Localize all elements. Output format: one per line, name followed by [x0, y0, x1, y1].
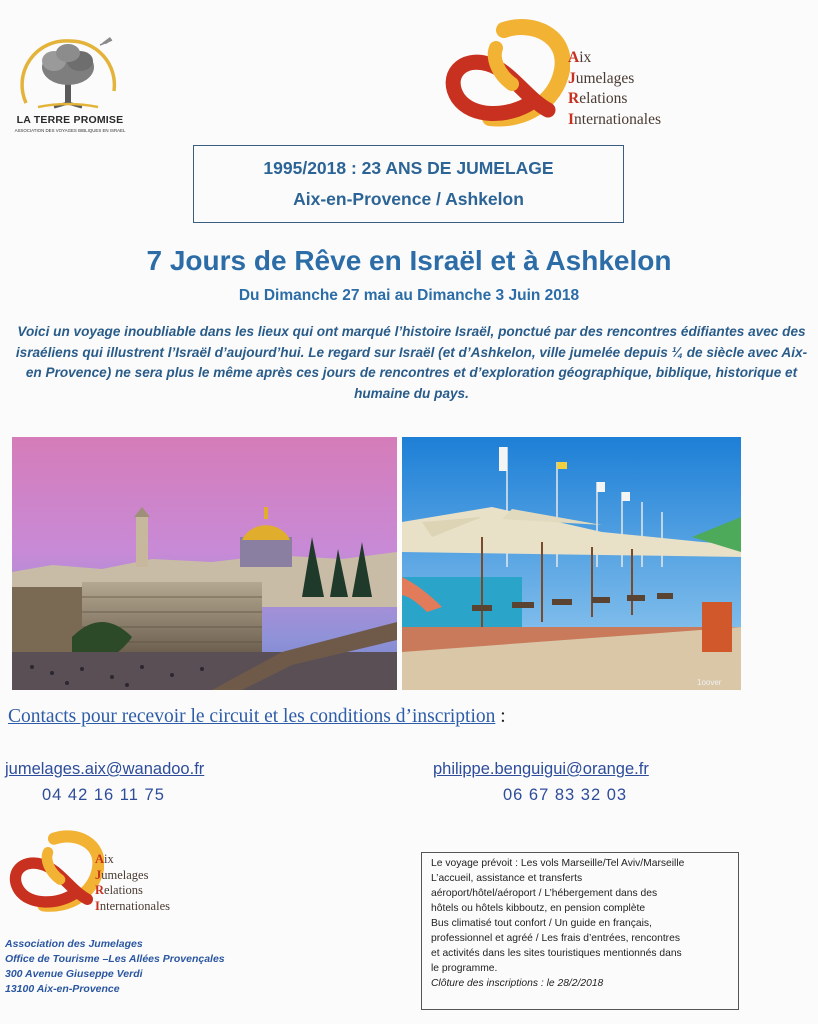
address-line: 13100 Aix-en-Provence — [5, 983, 120, 995]
address-line: 300 Avenue Giuseppe Verdi — [5, 968, 143, 980]
aix-logo-line: Aix — [568, 49, 592, 66]
aix-logo-line: Internationales — [568, 110, 661, 128]
contacts-heading-colon: : — [495, 706, 506, 727]
includes-line: hôtels ou hôtels kibboutz, en pension complète — [431, 903, 646, 914]
aix-jumelages-logo — [438, 18, 708, 138]
photo-watermark: 1oover — [697, 678, 722, 687]
aix-logo-line: Jumelages — [95, 867, 149, 882]
aix-logo-text — [568, 48, 661, 130]
anniversary-title: 1995/2018 : 23 ANS DE JUMELAGE — [263, 158, 554, 178]
phone-jumelages: 04 42 16 11 75 — [42, 786, 165, 804]
terre-promise-name: LA TERRE PROMISE — [16, 114, 124, 126]
includes-line: aéroport/hôtel/aéroport / L’hébergement dans des — [431, 888, 658, 899]
aix-logo-line: Relations — [95, 883, 143, 897]
email-link-benguigui[interactable]: philippe.benguigui@orange.fr — [433, 760, 649, 778]
aix-jumelages-logo-bottom — [4, 824, 204, 920]
registration-deadline: Clôture des inscriptions : le 28/2/2018 — [431, 978, 604, 989]
phone-benguigui: 06 67 83 32 03 — [503, 786, 628, 804]
aix-logo-line: Aix — [95, 852, 114, 866]
trip-dates: Du Dimanche 27 mai au Dimanche 3 Juin 2018 — [238, 287, 580, 304]
contacts-heading-text: Contacts pour recevoir le circuit et les conditions d’inscription — [8, 706, 496, 727]
intro-paragraph: Voici un voyage inoubliable dans les lieux qui ont marqué l’histoire Israël, ponctué par des rencontres édifiantes avec des israéliens qui illustrent l’Israël d’aujourd’hui. Le regard sur Israël (et d’Ashkelon, ville jumelée depuis ¼ de siècle avec Aix-en Provence) ne sera plus le même après ces jours de rencontres et d’exploration géographique, biblique, historique et humaine du pays. — [15, 324, 808, 401]
association-address — [5, 937, 225, 997]
contacts-heading — [8, 706, 506, 728]
address-line: Office de Tourisme –Les Allées Provençales — [5, 953, 225, 965]
page-title: 7 Jours de Rêve en Israël et à Ashkelon — [146, 245, 672, 276]
aix-infinity-icon — [438, 18, 570, 130]
address-line: Association des Jumelages — [5, 938, 143, 950]
aix-logo-text — [95, 852, 170, 914]
aix-logo-line: Relations — [568, 90, 628, 107]
email-link-jumelages[interactable]: jumelages.aix@wanadoo.fr — [5, 760, 205, 778]
aix-logo-line: Jumelages — [568, 69, 635, 87]
trip-includes-box — [421, 852, 739, 1010]
la-terre-promise-logo — [6, 33, 131, 133]
anniversary-headline-box — [193, 145, 624, 223]
ashkelon-marina-photo — [402, 437, 741, 690]
includes-line: Le voyage prévoit : Les vols Marseille/Tel Aviv/Marseille — [431, 858, 685, 869]
olive-tree-icon — [18, 33, 122, 115]
jerusalem-photo — [12, 437, 397, 690]
includes-line: et activités dans les sites touristiques mentionnés dans — [431, 948, 682, 959]
includes-line: Bus climatisé tout confort / Un guide en français, — [431, 918, 652, 929]
aix-logo-line: Internationales — [95, 898, 170, 913]
includes-line: L’accueil, assistance et transferts — [431, 873, 583, 884]
terre-promise-subtitle: ASSOCIATION DES VOYAGES BIBLIQUES EN ISRAEL — [14, 128, 126, 133]
aix-infinity-icon — [4, 826, 104, 918]
includes-line: le programme. — [431, 963, 498, 974]
twin-cities-line: Aix-en-Provence / Ashkelon — [293, 189, 524, 209]
includes-line: professionnel et agréé / Les frais d’entrées, rencontres — [431, 933, 680, 944]
